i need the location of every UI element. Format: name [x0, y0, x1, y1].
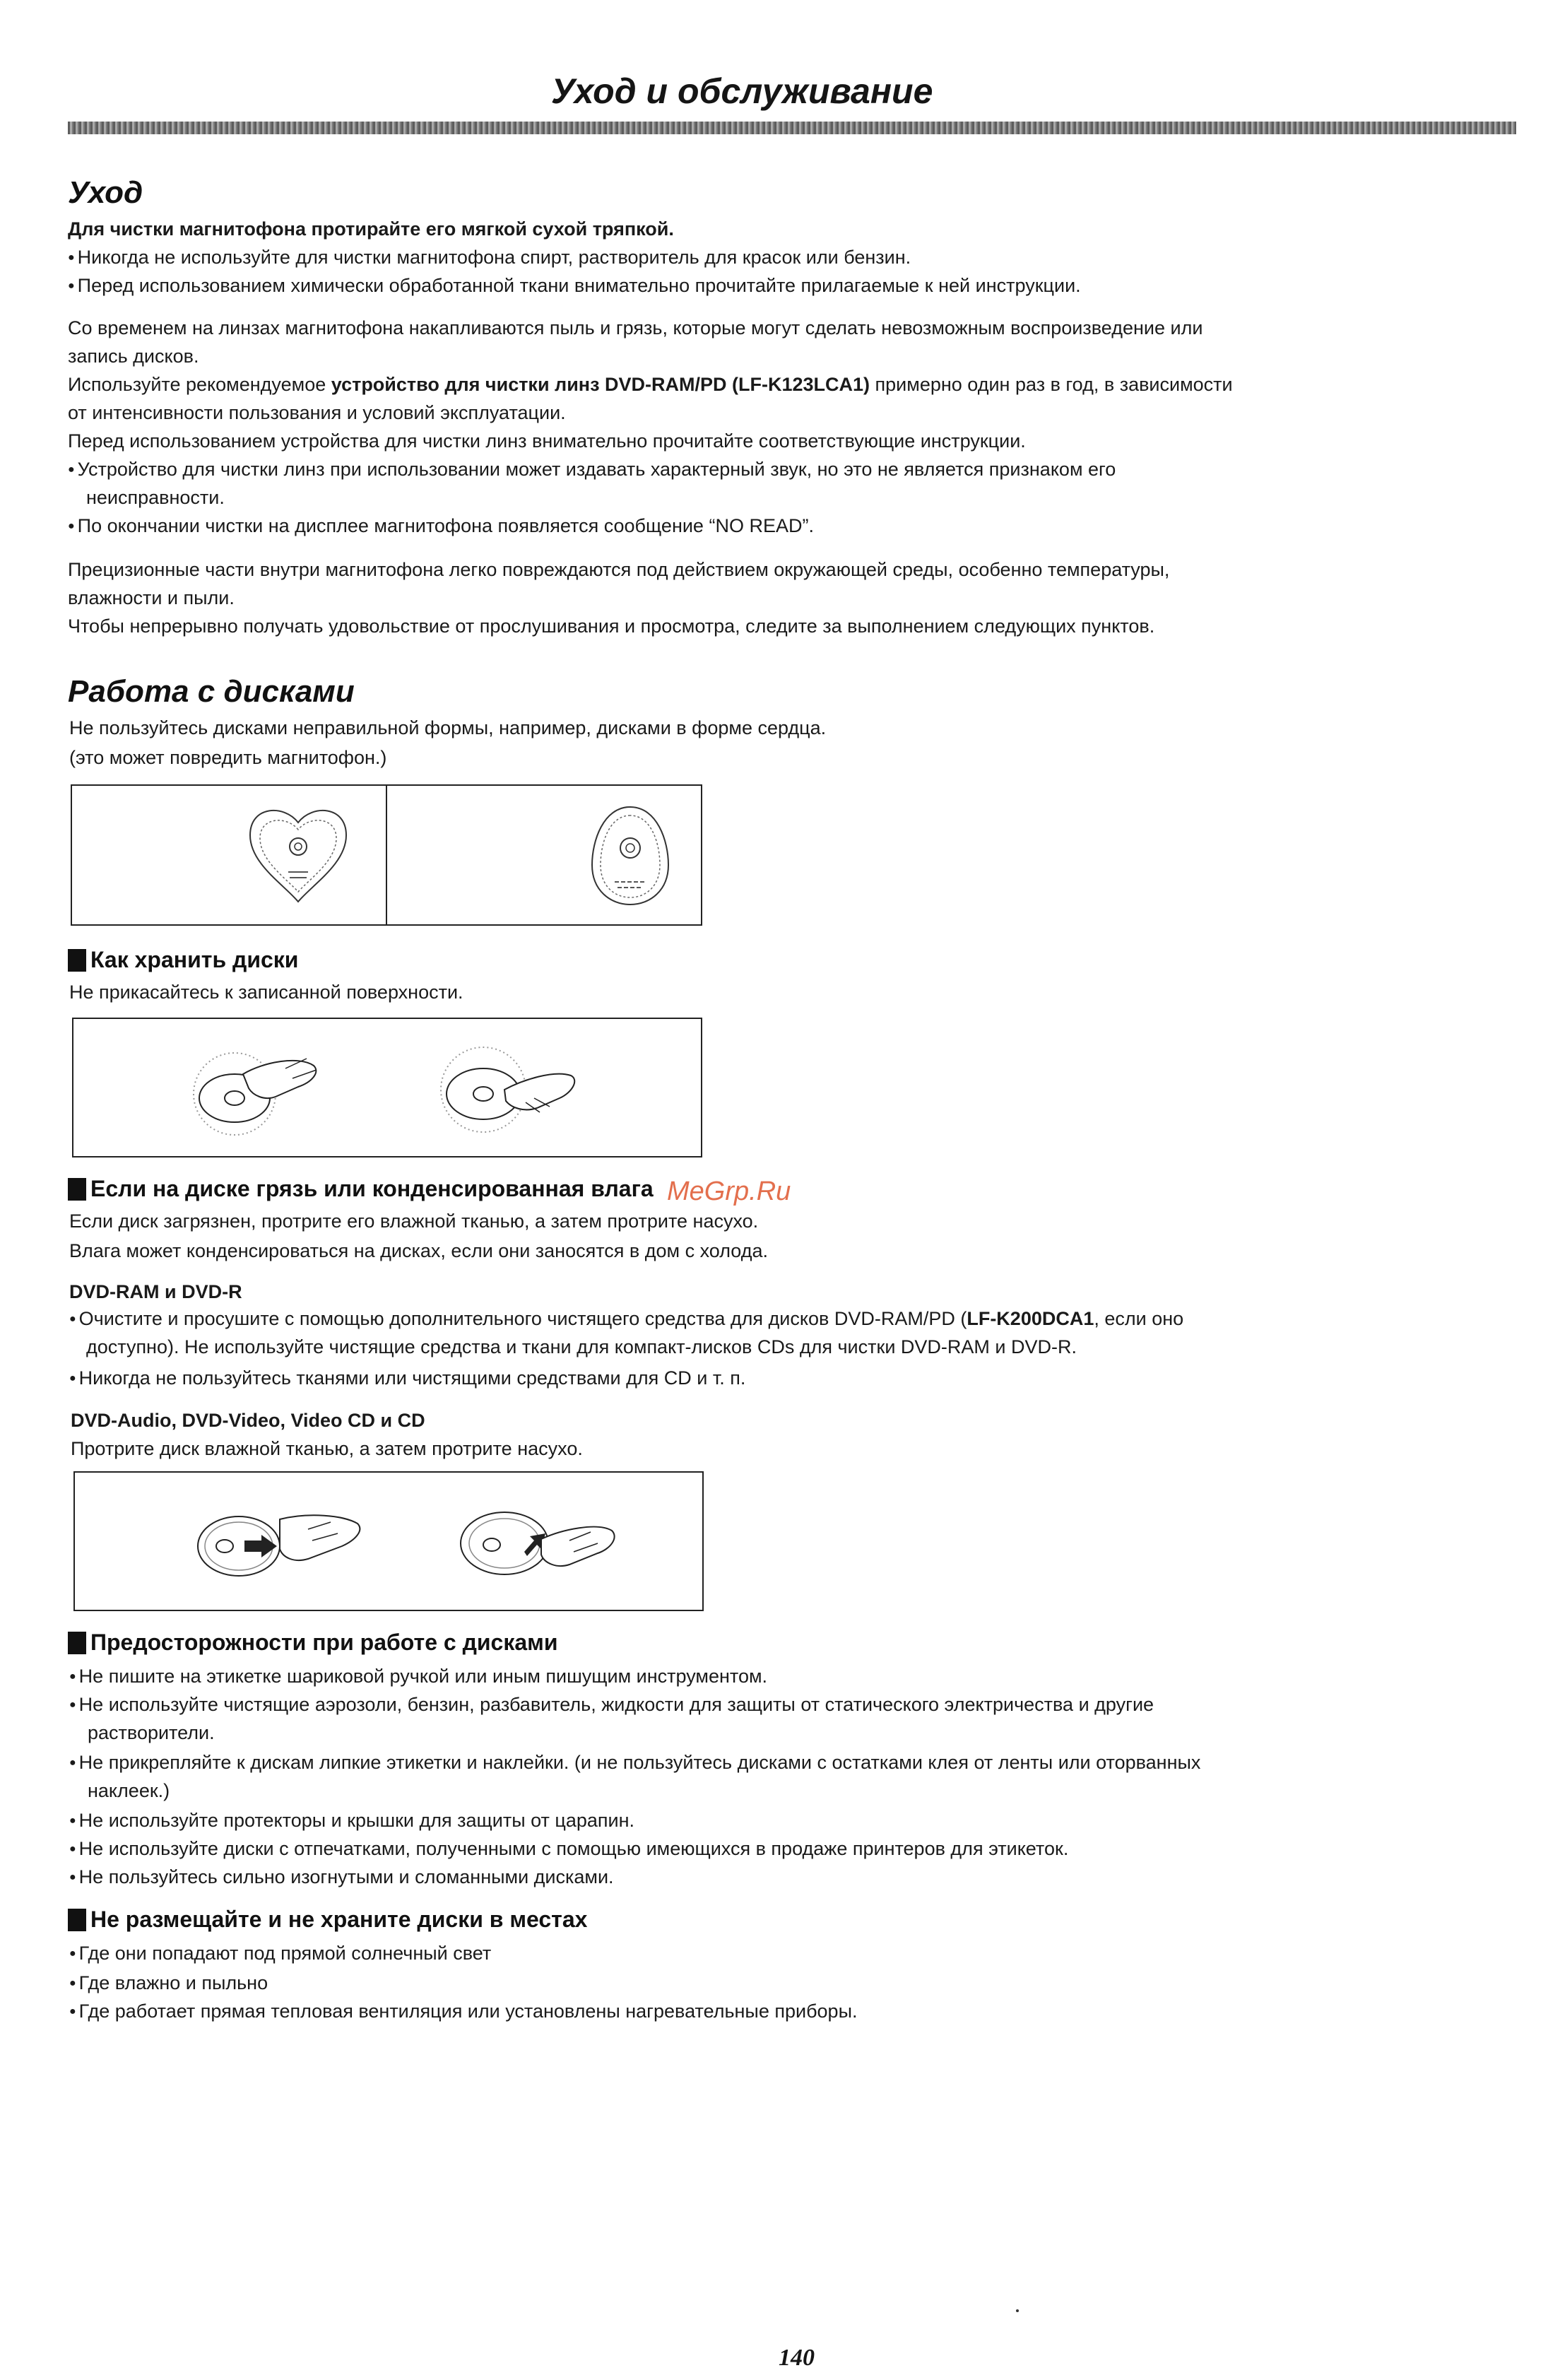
ram-heading: DVD-RAM и DVD-R [69, 1281, 242, 1302]
precaution-2: ● Не используйте чистящие аэрозоли, бензин, разбавитель, жидкости для защиты от статического электричества и другие [69, 1690, 1154, 1719]
figure-wiping-discs [73, 1471, 704, 1611]
audio-text: Протрите диск влажной тканью, а затем протрите насухо. [71, 1438, 583, 1459]
precaution-6: ● Не пользуйтесь сильно изогнутыми и сломанными дисками. [69, 1863, 614, 1892]
precaution-2-cont: растворители. [88, 1722, 215, 1743]
discs-line1: Не пользуйтесь дисками неправильной формы, например, дисками в форме сердца. [69, 717, 827, 738]
page-title: Уход и обслуживание [551, 71, 933, 111]
figure-holding-discs [72, 1018, 702, 1157]
placement-1: ● Где они попадают под прямой солнечный свет [69, 1939, 491, 1968]
store-text: Не прикасайтесь к записанной поверхности. [69, 982, 463, 1003]
section-marker [68, 1632, 86, 1654]
discs-heading: Работа с дисками [68, 674, 355, 709]
lens-bullet-2: ● По окончании чистки на дисплее магнитофона появляется сообщение “NO READ”. [68, 512, 814, 541]
ram-bullet-1-cont: доступно). Не используйте чистящие средства и ткани для компакт-лисков CDs для чистки DVD-RAM и DVD-R. [86, 1336, 1077, 1357]
care-p3: Перед использованием устройства для чистки линз внимательно прочитайте соответствующие инструкции. [68, 430, 1026, 452]
care-p5: Чтобы непрерывно получать удовольствие от прослушивания и просмотра, следите за выполнением следующих пунктов. [68, 615, 1155, 637]
lens-cleaner-model: устройство для чистки линз DVD-RAM/PD (LF-K123LCA1) [331, 374, 870, 395]
wipe-right-illustration [461, 1512, 615, 1574]
figure-irregular-discs [71, 784, 702, 926]
audio-heading: DVD-Audio, DVD-Video, Video CD и CD [71, 1410, 425, 1431]
section-marker [68, 1909, 86, 1931]
care-p2-line2: от интенсивности пользования и условий эксплуатации. [68, 402, 566, 423]
page-number: 140 [779, 2345, 815, 2371]
lens-bullet-1-cont: неисправности. [86, 487, 225, 508]
precautions-heading: Предосторожности при работе с дисками [68, 1630, 558, 1656]
care-p2-line1: Используйте рекомендуемое устройство для чистки линз DVD-RAM/PD (LF-K123LCA1) примерно один раз в год, в зависимости [68, 374, 1233, 395]
care-lead: Для чистки магнитофона протирайте его мягкой сухой тряпкой. [68, 218, 674, 240]
heart-disc-illustration [250, 811, 346, 902]
dirt-line2: Влага может конденсироваться на дисках, если они заносятся в дом с холода. [69, 1240, 768, 1261]
disc-cleaner-model: LF-K200DCA1 [967, 1308, 1094, 1329]
disc-hold-left-illustration [194, 1053, 317, 1135]
care-heading: Уход [68, 175, 143, 210]
dirt-line1: Если диск загрязнен, протрите его влажной тканью, а затем протрите насухо. [69, 1210, 759, 1232]
dirt-heading: Если на диске грязь или конденсированная влага [68, 1176, 654, 1202]
care-p1-line1: Со временем на линзах магнитофона накапливаются пыль и грязь, которые могут сделать невозможным воспроизведение или [68, 317, 1203, 338]
care-p4-line2: влажности и пыли. [68, 587, 235, 608]
precaution-3: ● Не прикрепляйте к дискам липкие этикетки и наклейки. (и не пользуйтесь дисками с остатками клея от ленты или оторванных [69, 1748, 1200, 1777]
precaution-1: ● Не пишите на этикетке шариковой ручкой или иным пишущим инструментом. [69, 1662, 767, 1691]
egg-disc-illustration [592, 807, 668, 905]
care-p1-line2: запись дисков. [68, 346, 199, 367]
store-heading: Как хранить диски [68, 947, 298, 973]
watermark: MeGrp.Ru [667, 1177, 791, 1206]
section-marker [68, 1178, 86, 1201]
precaution-5: ● Не используйте диски с отпечатками, полученными с помощью имеющихся в продаже принтеров для этикеток. [69, 1834, 1068, 1863]
wipe-left-illustration [198, 1515, 360, 1576]
care-bullet-2: ● Перед использованием химически обработанной ткани внимательно прочитайте прилагаемые к ней инструкции. [68, 271, 1081, 300]
lens-bullet-1: ● Устройство для чистки линз при использовании может издавать характерный звук, но это не является признаком его [68, 455, 1116, 484]
placement-heading: Не размещайте и не храните диски в местах [68, 1907, 587, 1933]
ram-bullet-1: ● Очистите и просушите с помощью дополнительного чистящего средства для дисков DVD-RAM/PD (LF-K200DCA1, если оно [69, 1304, 1183, 1333]
care-bullet-1: ● Никогда не используйте для чистки магнитофона спирт, растворитель для красок или бензин. [68, 243, 911, 272]
title-rule [68, 122, 1516, 134]
ram-bullet-2: ● Никогда не пользуйтесь тканями или чистящими средствами для CD и т. п. [69, 1364, 745, 1393]
precaution-4: ● Не используйте протекторы и крышки для защиты от царапин. [69, 1806, 634, 1835]
scan-dot [1016, 2309, 1019, 2312]
placement-2: ● Где влажно и пыльно [69, 1969, 268, 1998]
discs-line2: (это может повредить магнитофон.) [69, 747, 387, 768]
placement-3: ● Где работает прямая тепловая вентиляция или установлены нагревательные приборы. [69, 1997, 857, 2026]
disc-hold-right-illustration [441, 1047, 574, 1132]
section-marker [68, 949, 86, 972]
care-p4-line1: Прецизионные части внутри магнитофона легко повреждаются под действием окружающей среды, особенно температуры, [68, 559, 1170, 580]
precaution-3-cont: наклеек.) [88, 1780, 170, 1801]
